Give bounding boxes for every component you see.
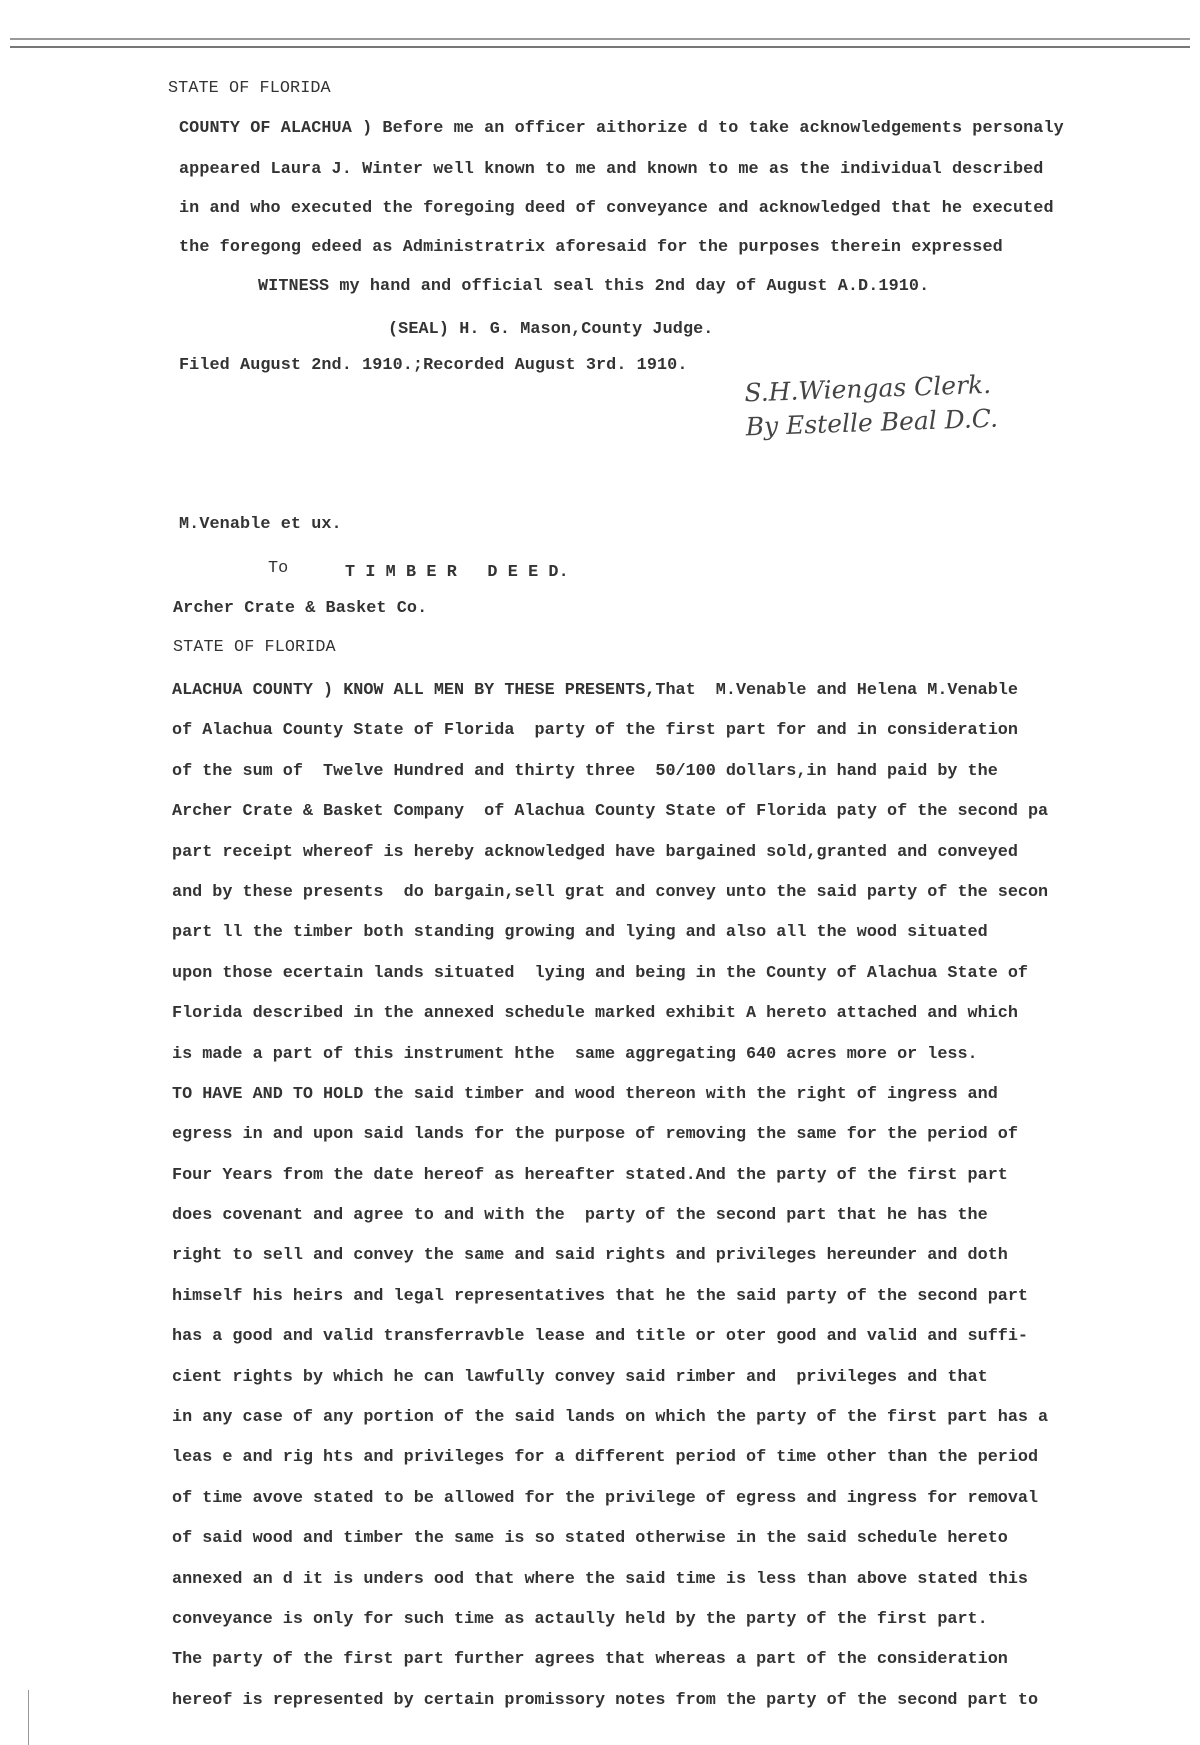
- deed-body-line: cient rights by which he can lawfully convey said rimber and privileges and that: [172, 1367, 988, 1387]
- clerk-signature: [744, 368, 999, 445]
- deed-body: [172, 681, 1092, 1731]
- deed-body-line: is made a part of this instrument hthe same aggregating 640 acres more or less.: [172, 1044, 978, 1064]
- deed-body-line: has a good and valid transferravble lease and title or oter good and valid and suffi-: [172, 1327, 1028, 1347]
- ack-line: appeared Laura J. Winter well known to me and known to me as the individual described: [179, 160, 1044, 179]
- deed-body-line: himself his heirs and legal representatives that he the said party of the second part: [172, 1286, 1028, 1306]
- deed-body-line: egress in and upon said lands for the purpose of removing the same for the period of: [172, 1125, 1018, 1145]
- signature-line: By Estelle Beal D.C.: [745, 403, 999, 442]
- ack-state-line: STATE OF FLORIDA: [168, 79, 331, 98]
- signature-line: S.H.Wiengas Clerk.: [743, 369, 992, 408]
- deed-body-line: The party of the first part further agrees that whereas a part of the consideration: [172, 1650, 1008, 1670]
- deed-body-line: hereof is represented by certain promissory notes from the party of the second part to: [172, 1690, 1039, 1710]
- deed-body-line: annexed an d it is unders ood that where the said time is less than above stated this: [172, 1569, 1028, 1589]
- ack-line: in and who executed the foregoing deed of conveyance and acknowledged that he executed: [179, 199, 1054, 218]
- deed-body-line: conveyance is only for such time as actaully held by the party of the first part.: [172, 1609, 988, 1629]
- to-label: To: [268, 559, 289, 578]
- deed-body-line: TO HAVE AND TO HOLD the said timber and wood thereon with the right of ingress and: [172, 1084, 998, 1104]
- deed-body-line: part receipt whereof is hereby acknowledged have bargained sold,granted and conveyed: [172, 842, 1018, 862]
- deed-body-line: in any case of any portion of the said lands on which the party of the first part has a: [172, 1408, 1049, 1428]
- seal-line: (SEAL) H. G. Mason,County Judge.: [388, 320, 714, 339]
- filed-line: Filed August 2nd. 1910.;Recorded August 3rd. 1910.: [179, 356, 688, 375]
- witness-line: WITNESS my hand and official seal this 2nd day of August A.D.1910.: [258, 277, 930, 296]
- ack-line: the foregong edeed as Administratrix aforesaid for the purposes therein expressed: [179, 238, 1003, 257]
- deed-body-line: leas e and rig hts and privileges for a different period of time other than the period: [172, 1448, 1039, 1468]
- deed-body-line: part ll the timber both standing growing and lying and also all the wood situated: [172, 923, 988, 943]
- page-edge: [28, 1690, 29, 1745]
- deed-body-line: of said wood and timber the same is so stated otherwise in the said schedule hereto: [172, 1529, 1008, 1549]
- ack-line: COUNTY OF ALACHUA ) Before me an officer aithorize d to take acknowledgements personaly: [179, 119, 1064, 138]
- deed-body-line: and by these presents do bargain,sell grat and convey unto the said party of the secon: [172, 882, 1049, 902]
- deed-body-line: Archer Crate & Basket Company of Alachua County State of Florida paty of the second pa: [172, 802, 1049, 822]
- deed-body-line: of time avove stated to be allowed for the privilege of egress and ingress for removal: [172, 1488, 1039, 1508]
- deed-state-line: STATE OF FLORIDA: [173, 638, 336, 657]
- deed-body-line: right to sell and convey the same and said rights and privileges hereunder and doth: [172, 1246, 1008, 1266]
- deed-body-line: ALACHUA COUNTY ) KNOW ALL MEN BY THESE PRESENTS,That M.Venable and Helena M.Venable: [172, 681, 1018, 700]
- deed-body-line: of Alachua County State of Florida party of the first part for and in consideration: [172, 721, 1018, 741]
- grantor: M.Venable et ux.: [179, 515, 342, 534]
- deed-body-line: of the sum of Twelve Hundred and thirty three 50/100 dollars,in hand paid by the: [172, 761, 998, 781]
- top-rule-2: [10, 46, 1190, 48]
- deed-body-line: does covenant and agree to and with the party of the second part that he has the: [172, 1206, 988, 1226]
- deed-body-line: Four Years from the date hereof as hereafter stated.And the party of the first part: [172, 1165, 1008, 1185]
- deed-title: T I M B E R D E E D.: [345, 563, 569, 582]
- deed-body-line: Florida described in the annexed schedule marked exhibit A hereto attached and which: [172, 1004, 1018, 1024]
- grantee: Archer Crate & Basket Co.: [173, 599, 428, 618]
- top-rule: [10, 38, 1190, 40]
- deed-body-line: upon those ecertain lands situated lying and being in the County of Alachua State of: [172, 963, 1028, 983]
